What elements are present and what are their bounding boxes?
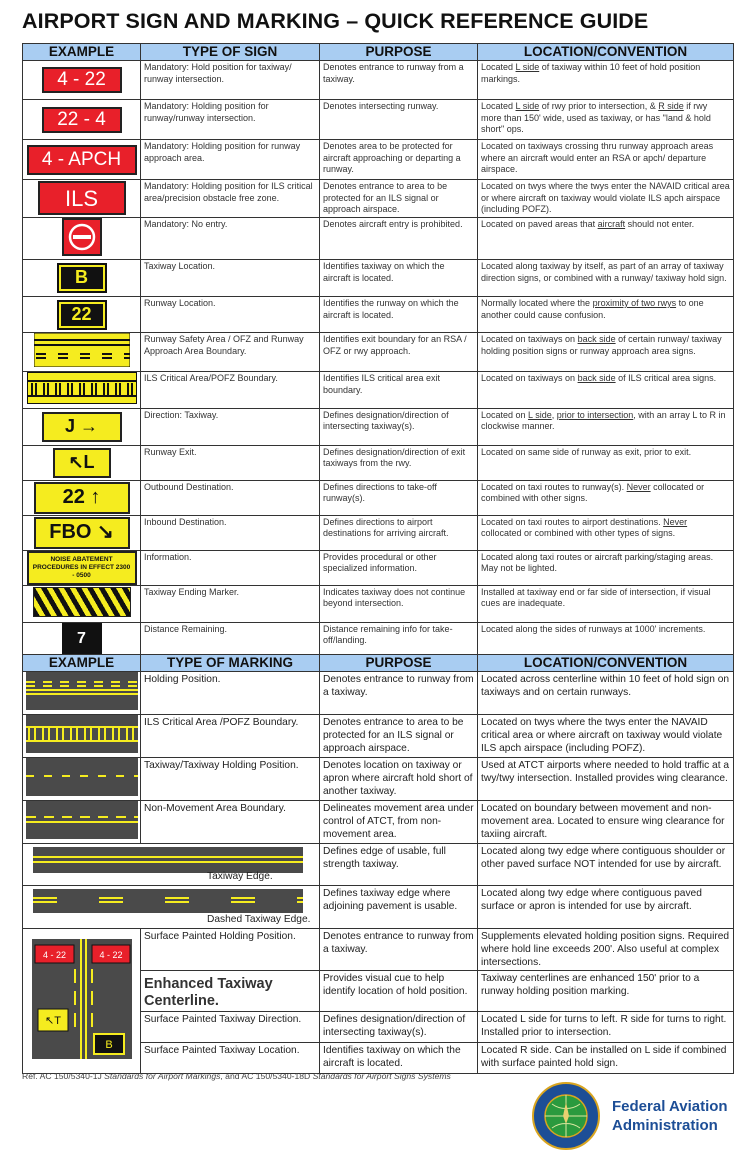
sign-example-cell — [23, 333, 141, 372]
marking-row — [23, 672, 734, 715]
marking-type: ILS Critical Area /POFZ Boundary. — [141, 715, 320, 758]
marking-purpose: Delineates movement area under control of ATCT, from non-movement area. — [320, 801, 478, 844]
page-title: AIRPORT SIGN AND MARKING – QUICK REFERENCE GUIDE — [22, 9, 649, 33]
sign-type: Runway Safety Area / OFZ and Runway Approach Area Boundary. — [141, 333, 320, 372]
underlined-text: L side — [515, 62, 540, 72]
sign-example-cell — [23, 217, 141, 260]
twytwy-marking-graphic — [26, 758, 138, 796]
surface-hold-sign-right: 4 - 22 — [98, 950, 123, 960]
direction-sign: 22 ↑ — [34, 482, 130, 514]
nonmove-marking-graphic — [26, 801, 138, 839]
sign-row — [23, 180, 734, 218]
sign-type: Information. — [141, 550, 320, 585]
sign-example-cell — [23, 622, 141, 656]
sign-type: Direction: Taxiway. — [141, 408, 320, 445]
sign-purpose: Denotes entrance to runway from a taxiway. — [320, 61, 478, 100]
sign-purpose: Denotes entrance to area to be protected for an ILS signal or approach airspace. — [320, 180, 478, 218]
surface-direction-sign: ↖T — [44, 1015, 61, 1027]
sign-example-cell — [23, 585, 141, 622]
sign-purpose: Identifies ILS critical area exit boundary. — [320, 372, 478, 409]
ref-prefix: Ref. AC 150/5340-1J — [22, 1071, 105, 1081]
sign-purpose: Defines directions to take-off runway(s). — [320, 480, 478, 515]
header-purpose: PURPOSE — [320, 655, 478, 672]
surface-marking-type — [141, 971, 320, 1012]
mandatory-sign: 22 - 4 — [42, 107, 122, 133]
underlined-text: aircraft — [597, 218, 626, 229]
sign-purpose: Identifies the runway on which the aircraft is located. — [320, 297, 478, 333]
marking-purpose: Defines taxiway edge where adjoining pavement is usable. — [320, 886, 478, 929]
marking-example-cell — [23, 801, 141, 844]
sign-location: Located on taxi routes to runway(s). Never collocated or combined with other signs. — [478, 480, 734, 515]
sign-type: Taxiway Location. — [141, 260, 320, 297]
sign-location: Located along the sides of runways at 1000' increments. — [478, 622, 734, 656]
marking-purpose: Defines edge of usable, full strength taxiway. — [320, 844, 478, 886]
underlined-text: back side — [577, 373, 616, 383]
markings-header-row — [23, 655, 734, 672]
sign-example-cell — [23, 515, 141, 550]
surface-example-cell — [23, 929, 141, 1074]
sign-location: Located on taxiways on back side of ILS critical area signs. — [478, 372, 734, 409]
sign-type: Mandatory: Holding position for ILS critical area/precision obstacle free zone. — [141, 180, 320, 218]
underlined-text: L side — [515, 101, 540, 111]
sign-purpose: Distance remaining info for take-off/landing. — [320, 622, 478, 656]
sign-row — [23, 260, 734, 297]
faa-seal-logo — [530, 1082, 602, 1150]
sign-type: Outbound Destination. — [141, 480, 320, 515]
signs-header-row — [23, 44, 734, 61]
surface-marking-type: Surface Painted Holding Position. — [141, 929, 320, 971]
sign-row — [23, 622, 734, 656]
sign-purpose: Indicates taxiway does not continue beyond intersection. — [320, 585, 478, 622]
sign-type: ILS Critical Area/POFZ Boundary. — [141, 372, 320, 409]
sign-example-cell — [23, 550, 141, 585]
surface-marking-location: Supplements elevated holding position signs. Required where hold line exceeds 200'. Also useful at complex intersections. — [478, 929, 734, 971]
sign-row — [23, 480, 734, 515]
mandatory-sign: ILS — [38, 181, 126, 215]
sign-location: Normally located where the proximity of two rwys to one another could cause confusion. — [478, 297, 734, 333]
sign-example-cell — [23, 372, 141, 409]
sign-row — [23, 140, 734, 180]
holding-marking-graphic — [26, 672, 138, 710]
marking-example-cell — [23, 758, 141, 801]
marking-location: Located across centerline within 10 feet of hold sign on taxiways and on certain runways. — [478, 672, 734, 715]
surface-location-sign: B — [104, 1039, 113, 1051]
sign-type: Runway Exit. — [141, 445, 320, 480]
sign-row — [23, 61, 734, 100]
sign-type: Runway Location. — [141, 297, 320, 333]
marking-example-cell — [23, 886, 320, 929]
surface-marking-location: Located L side for turns to left. R side for turns to right. Installed prior to intersection. — [478, 1012, 734, 1043]
underlined-text: back side — [577, 334, 616, 344]
marking-location: Located on boundary between movement and non-movement area. Located to ensure wing clearance for taxiing aircraft. — [478, 801, 734, 844]
marking-purpose: Denotes location on taxiway or apron where aircraft hold short of another taxiway. — [320, 758, 478, 801]
marking-type: Taxiway Edge. — [207, 871, 273, 882]
ils-boundary-sign — [27, 372, 137, 404]
surface-marking-type: Surface Painted Taxiway Location. — [141, 1043, 320, 1074]
distance-remaining-sign: 7 — [62, 623, 102, 655]
sign-location: Located on taxi routes to airport destinations. Never collocated or combined with other types of signs. — [478, 515, 734, 550]
surface-marking-row — [23, 929, 734, 971]
sign-example-cell — [23, 445, 141, 480]
sign-purpose: Denotes area to be protected for aircraft approaching or departing a runway. — [320, 140, 478, 180]
sign-location: Located L side of taxiway within 10 feet of hold position markings. — [478, 61, 734, 100]
sign-location: Located on twys where the twys enter the NAVAID critical area or where aircraft on taxiway would violate ILS apch airspace (including POFZ). — [478, 180, 734, 218]
marking-purpose: Denotes entrance to area to be protected for an ILS signal or approach airspace. — [320, 715, 478, 758]
location-sign: 22 — [57, 300, 107, 330]
location-sign: B — [57, 263, 107, 293]
underlined-text: prior to intersection — [556, 409, 634, 420]
sign-purpose: Identifies taxiway on which the aircraft is located. — [320, 260, 478, 297]
underlined-text: proximity of two rwys — [592, 298, 677, 308]
sign-type: Mandatory: Holding position for runway/runway intersection. — [141, 100, 320, 140]
header-location: LOCATION/CONVENTION — [478, 655, 734, 672]
information-sign: NOISE ABATEMENT PROCEDURES IN EFFECT 2300 - 0500 — [27, 551, 137, 585]
marking-purpose: Denotes entrance to runway from a taxiway. — [320, 672, 478, 715]
marking-example-cell — [23, 672, 141, 715]
sign-row — [23, 372, 734, 409]
ref-title-markings: Standards for Airport Markings — [104, 1071, 221, 1081]
sign-row — [23, 217, 734, 260]
sign-location: Located on paved areas that aircraft should not enter. — [478, 217, 734, 260]
ils-marking-graphic — [26, 715, 138, 753]
sign-example-cell — [23, 297, 141, 333]
sign-row — [23, 445, 734, 480]
surface-marking-type: Surface Painted Taxiway Direction. — [141, 1012, 320, 1043]
sign-type: Mandatory: Holding position for runway approach area. — [141, 140, 320, 180]
header-example: EXAMPLE — [23, 44, 141, 61]
header-location: LOCATION/CONVENTION — [478, 44, 734, 61]
sign-purpose: Identifies exit boundary for an RSA / OFZ or rwy approach. — [320, 333, 478, 372]
marking-location: Used at ATCT airports where needed to hold traffic at a twy/twy intersection. Installed provides wing clearance. — [478, 758, 734, 801]
underlined-text: R side — [658, 101, 684, 111]
underlined-text: Never — [626, 481, 651, 492]
sign-location: Located along taxiway by itself, as part of an array of taxiway direction signs, or combined with a runway/ taxiway hold sign. — [478, 260, 734, 297]
marking-example-cell — [23, 844, 320, 886]
sign-type: Taxiway Ending Marker. — [141, 585, 320, 622]
sign-row — [23, 585, 734, 622]
marking-row — [23, 758, 734, 801]
mandatory-sign: 4 - 22 — [42, 67, 122, 93]
no-entry-sign — [62, 218, 102, 256]
sign-type: Mandatory: Hold position for taxiway/ runway intersection. — [141, 61, 320, 100]
marking-type: Non-Movement Area Boundary. — [141, 801, 320, 844]
agency-line2: Administration — [612, 1117, 718, 1134]
surface-marking-purpose: Provides visual cue to help identify location of hold position. — [320, 971, 478, 1012]
sign-type: Inbound Destination. — [141, 515, 320, 550]
sign-location: Located on taxiways crossing thru runway approach areas where an aircraft would enter an RSA or apch/ departure airspace. — [478, 140, 734, 180]
sign-location: Installed at taxiway end or far side of intersection, if visual cues are inadequate. — [478, 585, 734, 622]
marking-location: Located along twy edge where contiguous shoulder or other paved surface NOT intended for use by aircraft. — [478, 844, 734, 886]
signs-table — [22, 43, 734, 657]
sign-purpose: Denotes intersecting runway. — [320, 100, 478, 140]
agency-line1: Federal Aviation — [612, 1098, 728, 1115]
sign-row — [23, 297, 734, 333]
dashededge-marking-graphic — [33, 889, 303, 913]
sign-purpose: Defines directions to airport destinations for arriving aircraft. — [320, 515, 478, 550]
surface-marking-purpose: Defines designation/direction of intersecting taxiway(s). — [320, 1012, 478, 1043]
sign-row — [23, 408, 734, 445]
marking-type: Holding Position. — [141, 672, 320, 715]
faa-wordmark — [612, 1097, 728, 1135]
ref-mid: , and AC 150/5340-18D — [220, 1071, 313, 1081]
surface-marking-location: Taxiway centerlines are enhanced 150' prior to a runway holding position marking. — [478, 971, 734, 1012]
sign-location: Located along taxi routes or aircraft parking/staging areas. May not be lighted. — [478, 550, 734, 585]
sign-row — [23, 550, 734, 585]
sign-type: Distance Remaining. — [141, 622, 320, 656]
mandatory-sign: 4 - APCH — [27, 145, 137, 175]
ref-title-signs: Standards for Airport Signs Systems — [312, 1071, 451, 1081]
marking-row — [23, 886, 734, 929]
marking-type: Taxiway/Taxiway Holding Position. — [141, 758, 320, 801]
direction-sign: FBO ↘ — [34, 517, 130, 549]
header-type-of-sign: TYPE OF SIGN — [141, 44, 320, 61]
markings-table — [22, 654, 734, 1074]
sign-purpose: Defines designation/direction of intersecting taxiway(s). — [320, 408, 478, 445]
sign-example-cell — [23, 480, 141, 515]
marking-row — [23, 715, 734, 758]
sign-type: Mandatory: No entry. — [141, 217, 320, 260]
sign-example-cell — [23, 100, 141, 140]
sign-row — [23, 515, 734, 550]
sign-purpose: Defines designation/direction of exit taxiways from the rwy. — [320, 445, 478, 480]
surface-marking-type-label: Enhanced Taxiway Centerline. — [144, 976, 273, 1009]
marking-location: Located on twys where the twys enter the NAVAID critical area or where aircraft on taxiway would violate ILS apch airspace (including POFZ). — [478, 715, 734, 758]
marking-type: Dashed Taxiway Edge. — [207, 914, 311, 925]
sign-location: Located L side of rwy prior to intersection, & R side if rwy more than 150' wide, used as taxiway, or has "land & hold short" ops. — [478, 100, 734, 140]
sign-row — [23, 333, 734, 372]
header-type-of-marking: TYPE OF MARKING — [141, 655, 320, 672]
surface-hold-sign-left: 4 - 22 — [42, 950, 66, 960]
marking-row — [23, 801, 734, 844]
sign-example-cell — [23, 408, 141, 445]
direction-sign: ↖L — [53, 448, 111, 478]
marking-location: Located along twy edge where contiguous paved surface or apron is intended for use by aircraft. — [478, 886, 734, 929]
header-example: EXAMPLE — [23, 655, 141, 672]
surface-painted-markings-graphic — [32, 939, 132, 1059]
sign-example-cell — [23, 140, 141, 180]
sign-location: Located on L side, prior to intersection, with an array L to R in clockwise manner. — [478, 408, 734, 445]
header-purpose: PURPOSE — [320, 44, 478, 61]
surface-marking-purpose: Denotes entrance to runway from a taxiway. — [320, 929, 478, 971]
direction-sign: J → — [42, 412, 122, 442]
marking-row — [23, 844, 734, 886]
surface-marking-purpose: Identifies taxiway on which the aircraft is located. — [320, 1043, 478, 1074]
surface-marking-location: Located R side. Can be installed on L side if combined with surface painted hold sign. — [478, 1043, 734, 1074]
sign-row — [23, 100, 734, 140]
taxiway-ending-marker — [33, 587, 131, 617]
underlined-text: L side — [528, 409, 552, 420]
marking-example-cell — [23, 715, 141, 758]
underlined-text: Never — [663, 516, 688, 527]
sign-example-cell — [23, 260, 141, 297]
sign-purpose: Provides procedural or other specialized information. — [320, 550, 478, 585]
sign-example-cell — [23, 180, 141, 218]
sign-purpose: Denotes aircraft entry is prohibited. — [320, 217, 478, 260]
sign-location: Located on taxiways on back side of certain runway/ taxiway holding position signs or runway approach area signs. — [478, 333, 734, 372]
sign-example-cell — [23, 61, 141, 100]
sign-location: Located on same side of runway as exit, prior to exit. — [478, 445, 734, 480]
reference-note — [22, 1071, 451, 1081]
rsa-boundary-sign — [34, 333, 130, 367]
